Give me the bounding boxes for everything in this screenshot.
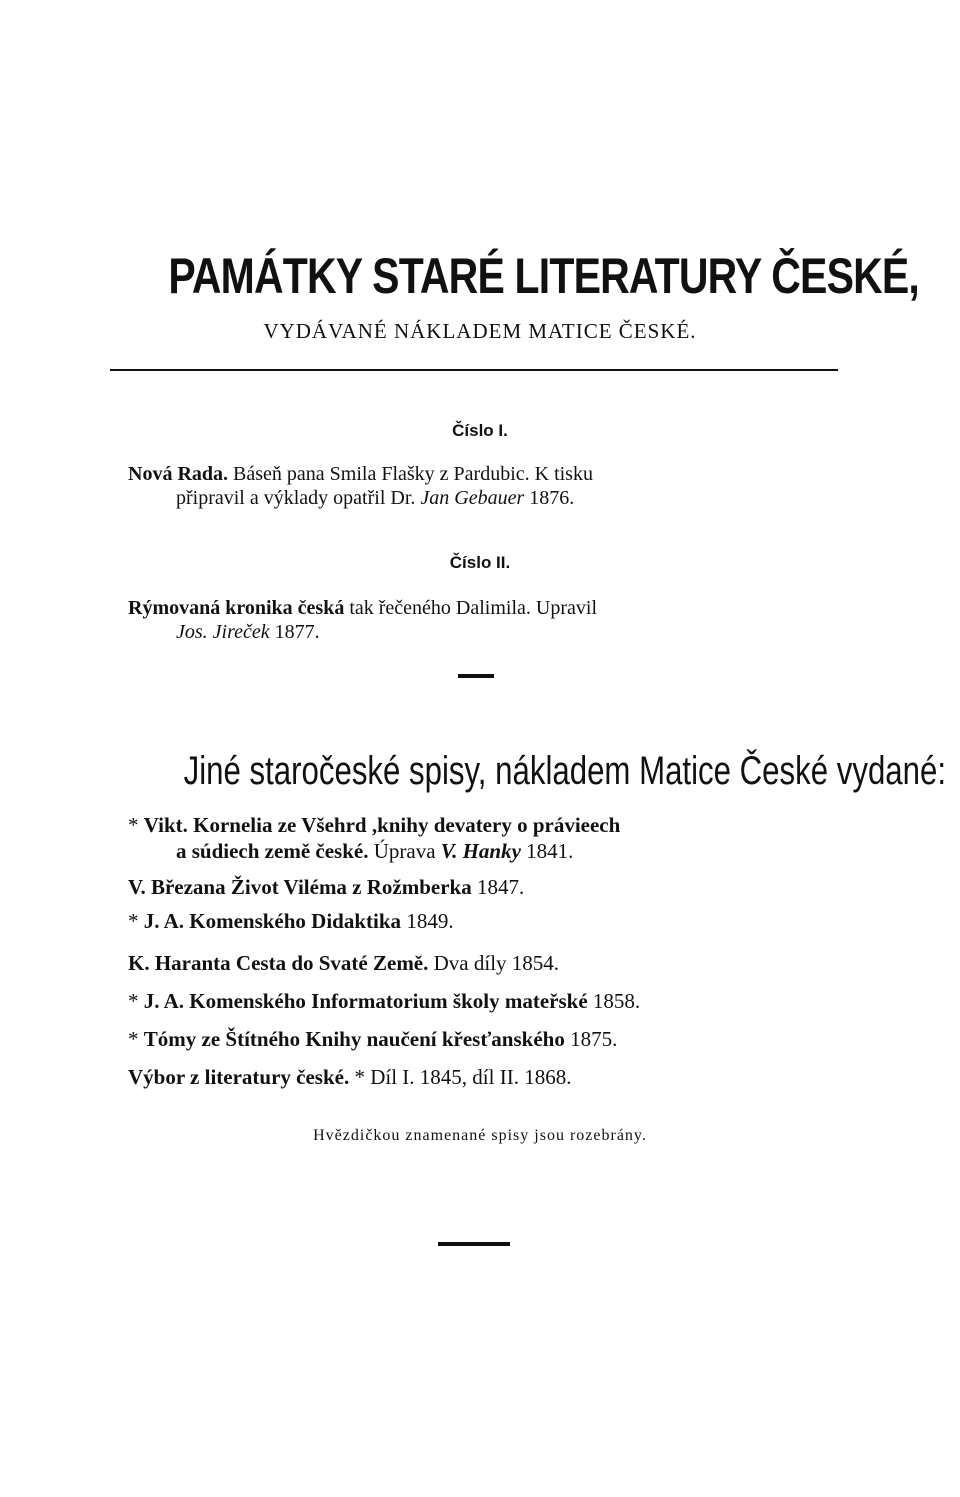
other-publications-heading: Jiné staročeské spisy, nákladem Matice České vydané:: [183, 749, 947, 793]
page-subtitle: VYDÁVANÉ NÁKLADEM MATICE ČESKÉ.: [263, 319, 697, 343]
series-entry-2-title: Rýmovaná kronika česká: [128, 597, 345, 619]
series-entry-1-editor: Jan Gebauer: [420, 487, 525, 509]
series-number-1: Číslo I.: [452, 421, 508, 440]
item-title-cont: a súdiech země české.: [176, 839, 369, 863]
item-title: J. A. Komenského Didaktika: [143, 909, 402, 933]
series-entry-2-editor: Jos. Jireček: [176, 621, 270, 643]
list-item: [128, 988, 640, 1014]
item-title: Vikt. Kornelia ze Všehrd ,knihy devatery o právieech: [143, 813, 621, 837]
series-entry-1-prep: připravil a výklady opatřil Dr.: [176, 487, 421, 509]
series-entry-2-desc: tak řečeného Dalimila. Upravil: [344, 597, 598, 619]
series-entry-1-title: Nová Rada.: [128, 463, 229, 485]
list-item: [128, 908, 454, 934]
item-marker: *: [128, 1027, 144, 1051]
item-title: J. A. Komenského Informatorium školy mateřské: [143, 989, 588, 1013]
item-year: 1875.: [564, 1027, 618, 1051]
item-title: V. Březana Život Viléma z Rožmberka: [128, 875, 472, 899]
item-year: 1847.: [471, 875, 525, 899]
list-item: [128, 950, 559, 976]
item-marker: *: [128, 813, 144, 837]
item-year: 1849.: [401, 909, 454, 933]
item-title: Tómy ze Štítného Knihy naučení křesťanského: [143, 1027, 565, 1051]
closing-rule: [438, 1242, 510, 1246]
item-title: K. Haranta Cesta do Svaté Země.: [128, 951, 429, 975]
series-entry-1-desc: Báseň pana Smila Flašky z Pardubic. K tisku: [228, 463, 593, 485]
list-item: [128, 812, 620, 864]
series-entry-2-line-2: [128, 620, 828, 644]
series-entry-2: [128, 596, 828, 644]
list-item: [128, 874, 524, 900]
section-dash: [458, 674, 494, 678]
series-entry-2-year: 1877.: [269, 621, 320, 643]
series-entry-1-year: 1876.: [524, 487, 575, 509]
item-marker: *: [128, 989, 144, 1013]
item-edition-label: Úprava: [368, 839, 441, 863]
series-entry-1-line-2: [128, 486, 828, 510]
series-entry-2-line-1: [128, 596, 828, 620]
item-continuation: [128, 838, 620, 864]
page-title: PAMÁTKY STARÉ LITERATURY ČESKÉ,: [168, 248, 920, 304]
item-year: 1841.: [520, 839, 574, 863]
series-number-2: Číslo II.: [449, 553, 511, 572]
item-year: 1858.: [587, 989, 641, 1013]
item-editor: V. Hanky: [440, 839, 521, 863]
footnote: Hvězdičkou znamenané spisy jsou rozebrány.: [313, 1127, 647, 1144]
list-item: [128, 1026, 617, 1052]
series-entry-1-line-1: [128, 462, 828, 486]
item-marker: *: [128, 909, 144, 933]
item-title: Výbor z literatury české.: [128, 1065, 350, 1089]
item-year: * Díl I. 1845, díl II. 1868.: [349, 1065, 572, 1089]
list-item: [128, 1064, 571, 1090]
item-year: Dva díly 1854.: [428, 951, 560, 975]
series-entry-1: [128, 462, 828, 510]
divider-rule: [110, 369, 838, 371]
